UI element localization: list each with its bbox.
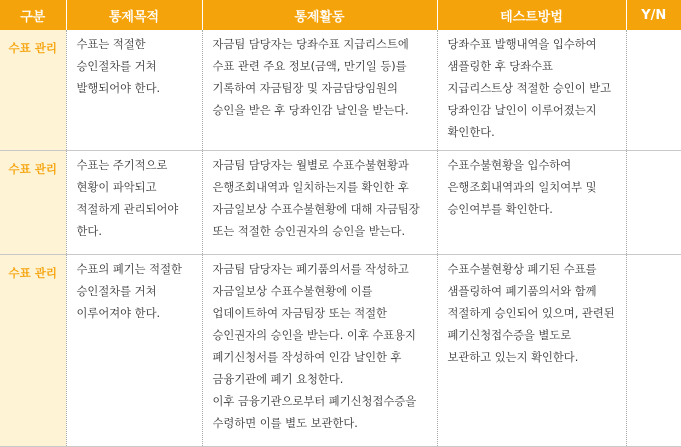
row-category: 수표 관리 bbox=[0, 255, 66, 447]
header-objective: 통제목적 bbox=[66, 0, 202, 30]
row-activity bbox=[202, 151, 437, 255]
activity-paragraph: 자금팀 담당자는 당좌수표 지급리스트에 수표 관련 주요 정보(금액, 만기일 등)를 기록하여 자금팀장 및 자금담당임원의 승인을 받은 후 당좌인감 날인을 받는다. bbox=[212, 38, 409, 117]
activity-paragraph: 자금팀 담당자는 폐기품의서를 작성하고 자금일보상 수표수불현황에 이를 업데이트하여 자금팀장 또는 적절한 승인권자의 승인을 받는다. 이후 수표용지 폐기신청서를 작성하여 인감 날인한 후 금융기관에 폐기 요청한다. bbox=[212, 263, 416, 386]
activity-paragraph: 이후 금융기관으로부터 폐기신청접수증을 수령하면 이를 별도 보관한다. bbox=[212, 395, 417, 430]
row-yn bbox=[626, 151, 681, 255]
row-activity bbox=[202, 255, 437, 447]
row-objective: 수표는 주기적으로 현황이 파악되고 적절하게 관리되어야 한다. bbox=[66, 151, 202, 255]
row-test-method: 수표수불현황을 입수하여 은행조회내역과의 일치여부 및 승인여부를 확인한다. bbox=[437, 151, 626, 255]
row-objective: 수표의 폐기는 적절한 승인절차를 거쳐 이루어져야 한다. bbox=[66, 255, 202, 447]
header-row bbox=[0, 0, 681, 30]
header-category: 구분 bbox=[0, 0, 66, 30]
header-activity: 통제활동 bbox=[202, 0, 437, 30]
row-activity bbox=[202, 30, 437, 151]
header-yn: Y/N bbox=[626, 0, 681, 30]
row-yn bbox=[626, 255, 681, 447]
row-yn bbox=[626, 30, 681, 151]
row-category: 수표 관리 bbox=[0, 151, 66, 255]
table-row bbox=[0, 30, 681, 151]
row-test-method: 수표수불현황상 폐기된 수표를 샘플링하여 폐기품의서와 함께 적절하게 승인되어 있으며, 관련된 폐기신청접수증을 별도로 보관하고 있는지 확인한다. bbox=[437, 255, 626, 447]
activity-paragraph: 자금팀 담당자는 월별로 수표수불현황과 은행조회내역과 일치하는지를 확인한 후 자금일보상 수표수불현황에 대해 자금팀장 또는 적절한 승인권자의 승인을 받는다. bbox=[212, 159, 420, 238]
table-row bbox=[0, 151, 681, 255]
row-category: 수표 관리 bbox=[0, 30, 66, 151]
table-row bbox=[0, 255, 681, 447]
row-objective: 수표는 적절한 승인절차를 거쳐 발행되어야 한다. bbox=[66, 30, 202, 151]
header-test-method: 테스트방법 bbox=[437, 0, 626, 30]
row-test-method: 당좌수표 발행내역을 입수하여 샘플링한 후 당좌수표 지급리스트상 적절한 승인이 받고 당좌인감 날인이 이루어졌는지 확인한다. bbox=[437, 30, 626, 151]
